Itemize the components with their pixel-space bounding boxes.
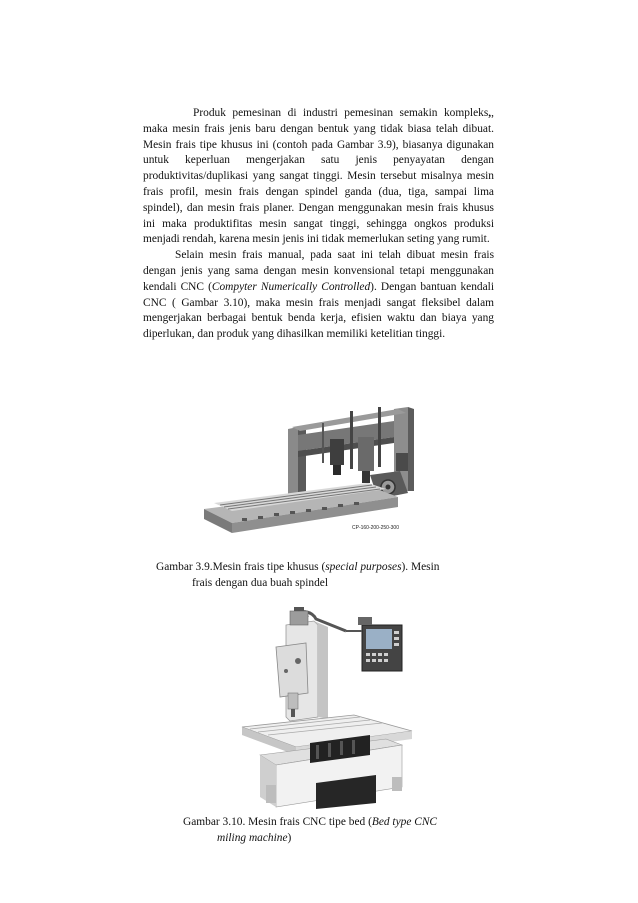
figure-3-10-caption-line-2-text: ) [287,832,292,844]
figure-3-9-caption-text-b: ). Mesin [401,561,440,573]
body-text [143,106,494,343]
figure-3-9-caption-text-a: Gambar 3.9.Mesin frais tipe khusus ( [156,561,326,573]
paragraph-1 [143,106,494,248]
paragraph-2-text-a: Selain mesin frais manual, pada saat ini telah dibuat mesin frais dengan jenis yang sama dengan mesin konvensional tetapi menggunakan kendali CNC ( [143,249,494,293]
paragraph-2 [143,248,494,343]
figure-3-9-caption-italic: special purposes [325,561,402,573]
planer-milling-machine-illustration [202,405,418,535]
figure-3-9-caption [156,559,486,591]
figure-3-10-caption-text-a: Gambar 3.10. Mesin frais CNC tipe bed ( [183,816,372,828]
figure-3-9-caption-line-2: frais dengan dua buah spindel [192,577,329,589]
figure-3-10-caption-italic: Bed type CNC [371,816,438,828]
machine-plate-label: CP-160-200-250-300 [352,525,399,531]
paragraph-1-text-b: , maka mesin frais jenis baru dengan bentuk yang tidak biasa telah dibuat. Mesin frais tipe khusus ini (contoh pada Gambar 3.9), biasanya digunakan untuk keperluan mengerjakan satu jenis penyayatan dengan produktivitas/duplikasi yang sangat tinggi. Mesin tersebut misalnya mesin frais profil, mesin frais dengan spindel ganda (dua, tiga, sampai lima spindel), dan mesin frais planer. Dengan menggunakan mesin frais khusus ini maka produktifitas mesin sangat tinggi, sehingga ongkos produksi menjadi rendah, karena mesin jenis ini tidak memerlukan seting yang rumit. [143,107,494,246]
figure-3-10-caption-line-2-italic: miling machine [217,832,288,844]
paragraph-1-comma: , [488,107,492,119]
cnc-bed-milling-machine-illustration [236,607,414,809]
paragraph-2-italic: Compyter Numerically Controlled [211,280,371,293]
figure-planer-milling-machine [202,405,418,535]
figure-3-10-caption [183,814,493,846]
paragraph-1-text-a: Produk pemesinan di industri pemesinan semakin kompleks [193,107,489,119]
paragraph-2-text-b: ). Dengan bantuan kendali CNC ( Gambar 3.10), maka mesin frais menjadi sangat fleksibel dalam mengerjakan berbagai bentuk benda kerja, efisien waktu dan biaya yang diperlukan, dan produk yang dihasilkan memiliki ketelitian tinggi. [143,280,494,341]
figure-cnc-bed-milling-machine [236,607,414,809]
